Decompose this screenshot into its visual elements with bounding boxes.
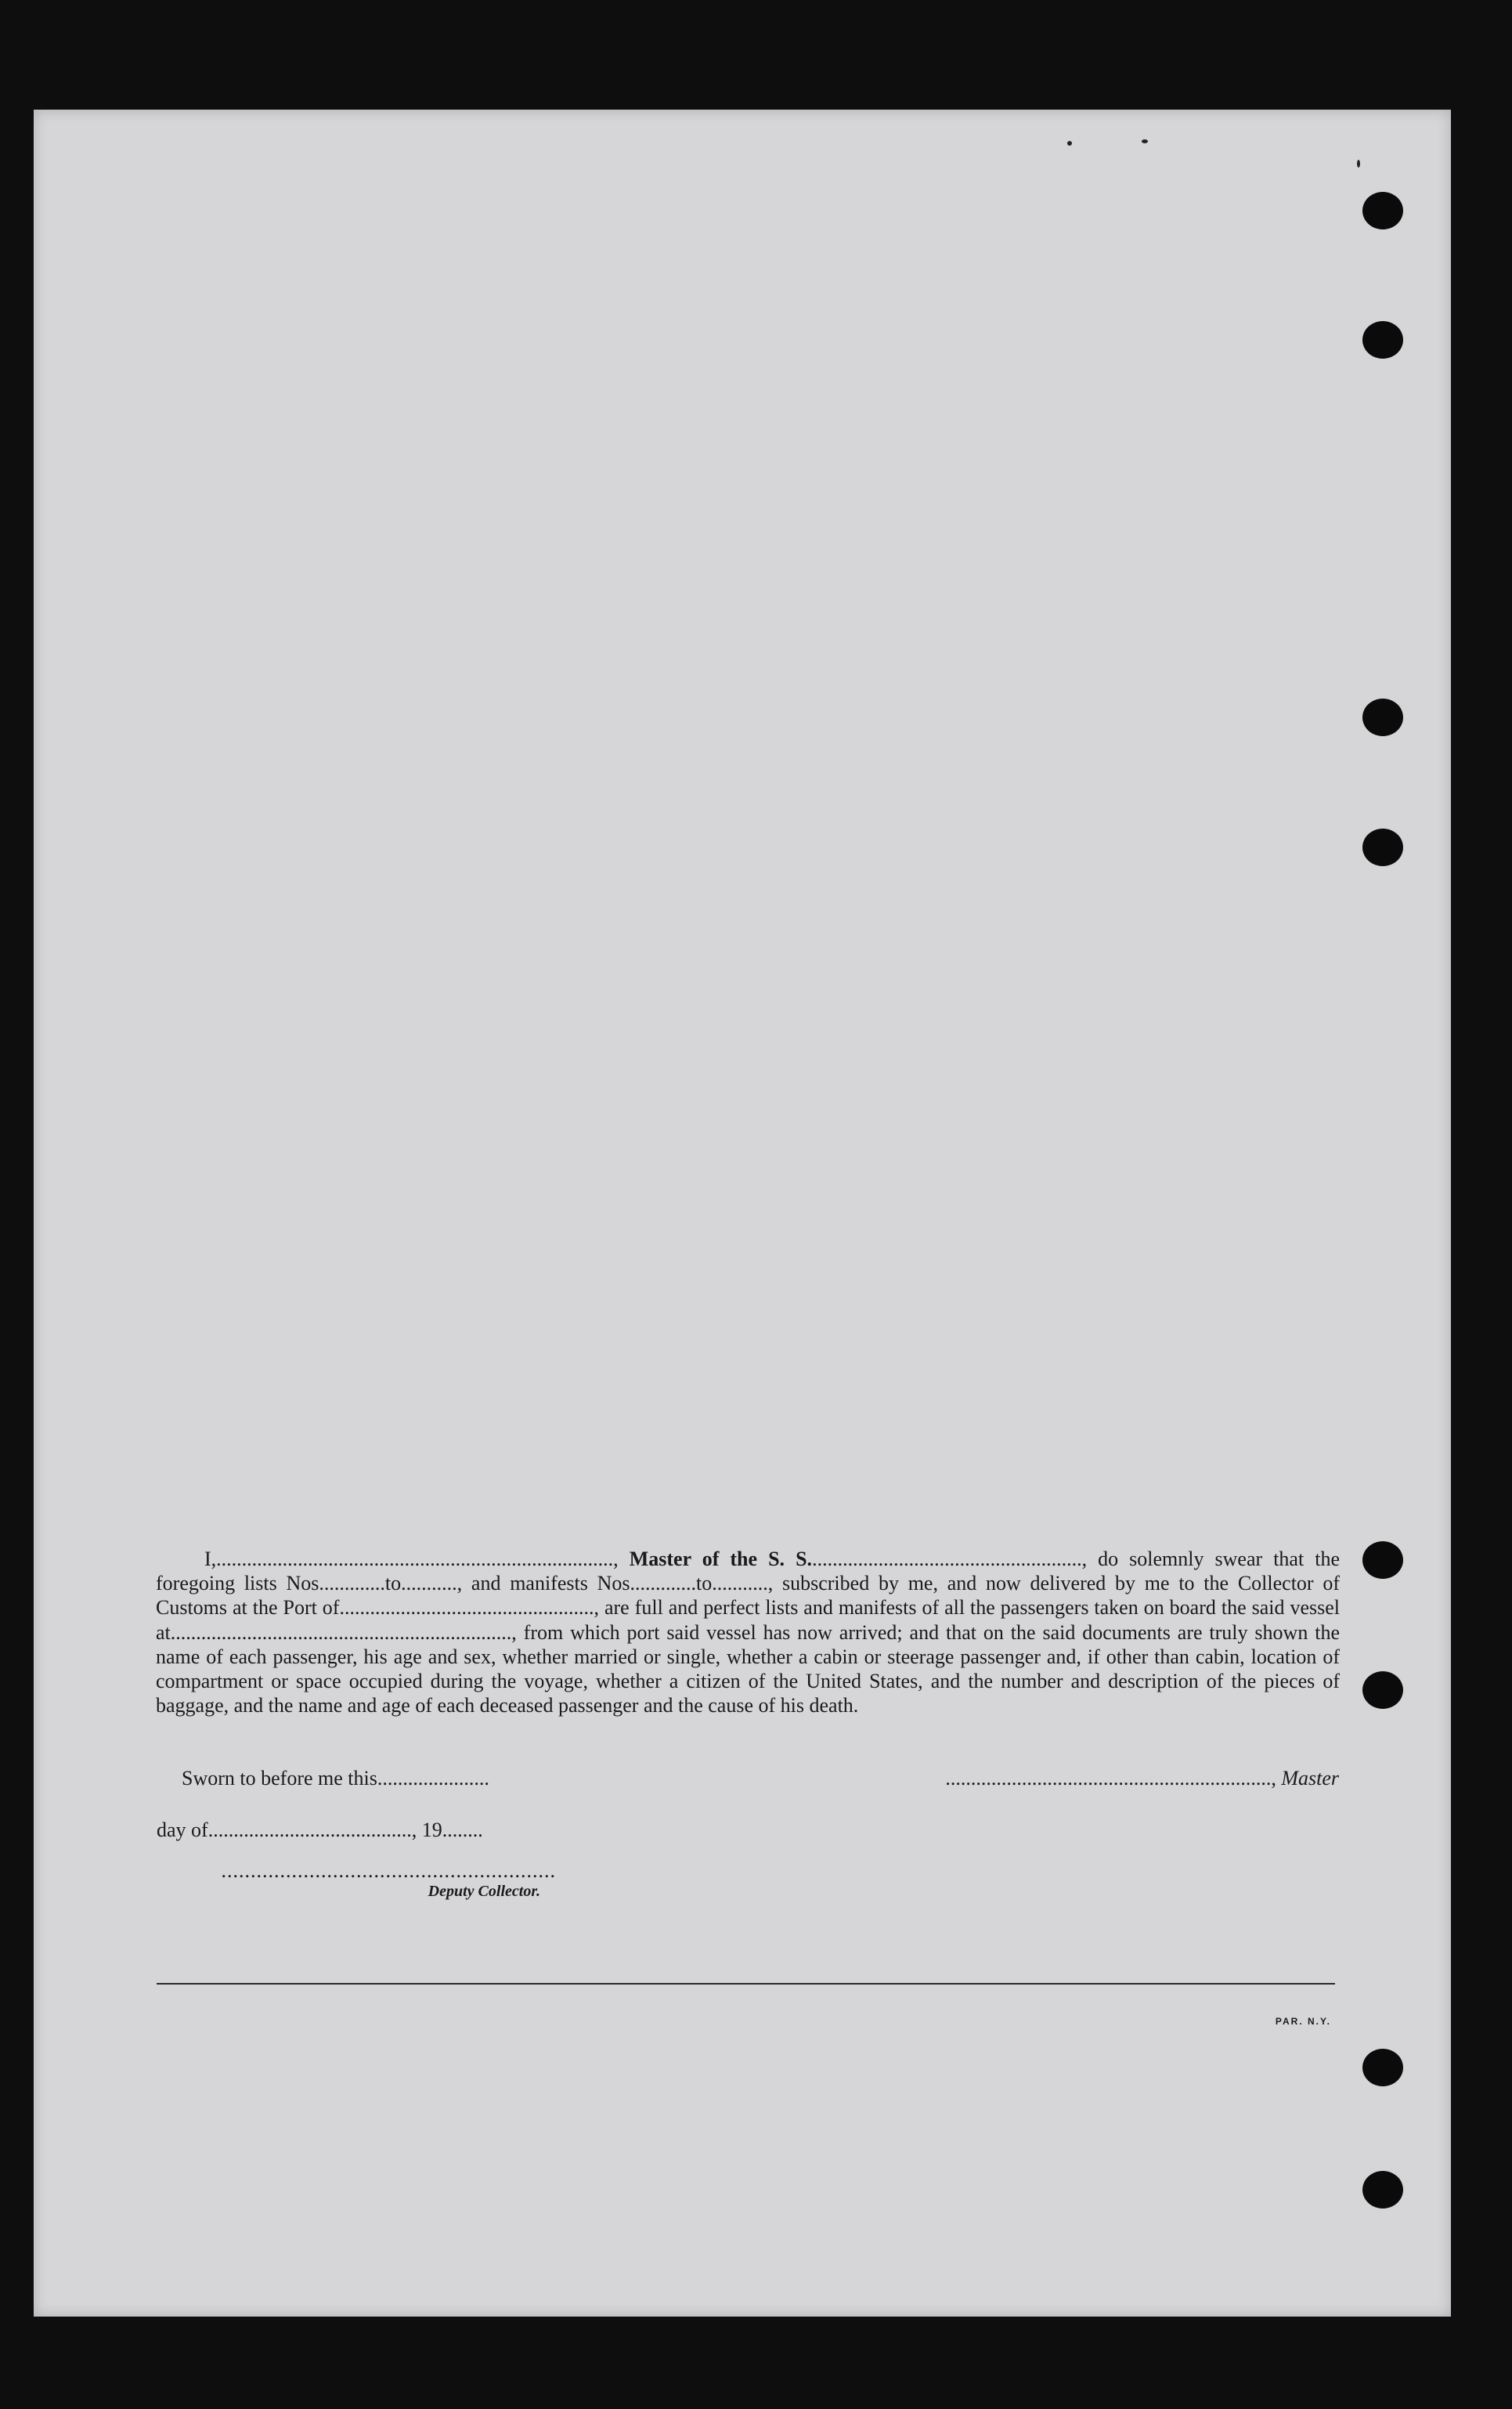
year-prefix: , 19	[411, 1818, 442, 1841]
ink-speck	[1357, 160, 1360, 168]
punch-hole	[1362, 321, 1403, 359]
signature-separator: ,	[1271, 1767, 1282, 1790]
punch-hole	[1362, 699, 1403, 736]
blank-ship-name: .....................................................	[812, 1548, 1082, 1570]
punch-hole	[1362, 829, 1403, 866]
blank-list-to: ...........	[401, 1572, 457, 1595]
punch-hole	[1362, 192, 1403, 229]
oath-text: , subscribed by me, and now delivered by me to the Collector of Customs at the Port of	[156, 1572, 1340, 1620]
blank-deputy-signature: .........................................................	[221, 1859, 556, 1882]
oath-text: to	[696, 1572, 713, 1595]
blank-day-month: ........................................	[207, 1818, 412, 1841]
ink-speck	[1067, 141, 1072, 146]
blank-manifest-to: ...........	[712, 1572, 768, 1595]
printer-mark: PAR. N.Y.	[1275, 2016, 1331, 2027]
day-of-label: day of	[157, 1818, 208, 1841]
blank-port-of-arrival: ..................................................	[339, 1596, 594, 1620]
document-page	[34, 110, 1451, 2317]
sworn-line	[182, 1767, 489, 1790]
blank-master-signature: ................................................................	[945, 1767, 1272, 1790]
oath-text: to	[384, 1572, 402, 1595]
oath-text: ,	[613, 1548, 630, 1570]
punch-hole	[1362, 1671, 1403, 1709]
punch-hole	[1362, 1541, 1403, 1579]
blank-master-name: ..............................................................................	[216, 1548, 614, 1570]
punch-hole	[1362, 2049, 1403, 2086]
deputy-collector-label: Deputy Collector.	[428, 1883, 540, 1900]
master-of-ss-label: Master of the S. S.	[629, 1548, 813, 1570]
oath-text: , do solemnly swear that the foregoing lists Nos.	[156, 1548, 1340, 1595]
oath-text: I,	[204, 1548, 217, 1570]
horizontal-rule	[157, 1983, 1335, 1985]
oath-text: , and manifests Nos.	[456, 1572, 635, 1595]
blank-manifest-from: ............	[635, 1572, 696, 1595]
master-signature-line	[853, 1767, 1339, 1790]
blank-sworn-date: ......................	[377, 1767, 489, 1790]
master-label: Master	[1281, 1767, 1339, 1790]
sworn-text: Sworn to before me this	[182, 1767, 377, 1790]
oath-paragraph	[156, 1547, 1340, 1717]
blank-list-from: ............	[323, 1572, 385, 1595]
oath-text: , are full and perfect lists and manifests of all the passengers taken on board the said vessel at	[156, 1596, 1340, 1644]
blank-year: ........	[442, 1818, 483, 1841]
day-line	[157, 1818, 483, 1842]
oath-text: , from which port said vessel has now arrived; and that on the said documents are truly shown the name of each passenger, his age and sex, whether married or single, whether a cabin or steerage passenger and, if other than cabin, location of compartment or space occupied during the voyage, whether a citizen of the United States, and the number and description of the pieces of baggage, and the name and age of each deceased passenger and the cause of his death.	[156, 1620, 1340, 1717]
punch-hole	[1362, 2171, 1403, 2209]
ink-speck	[1142, 139, 1148, 143]
blank-port-of-departure: ...................................................................	[170, 1620, 512, 1644]
